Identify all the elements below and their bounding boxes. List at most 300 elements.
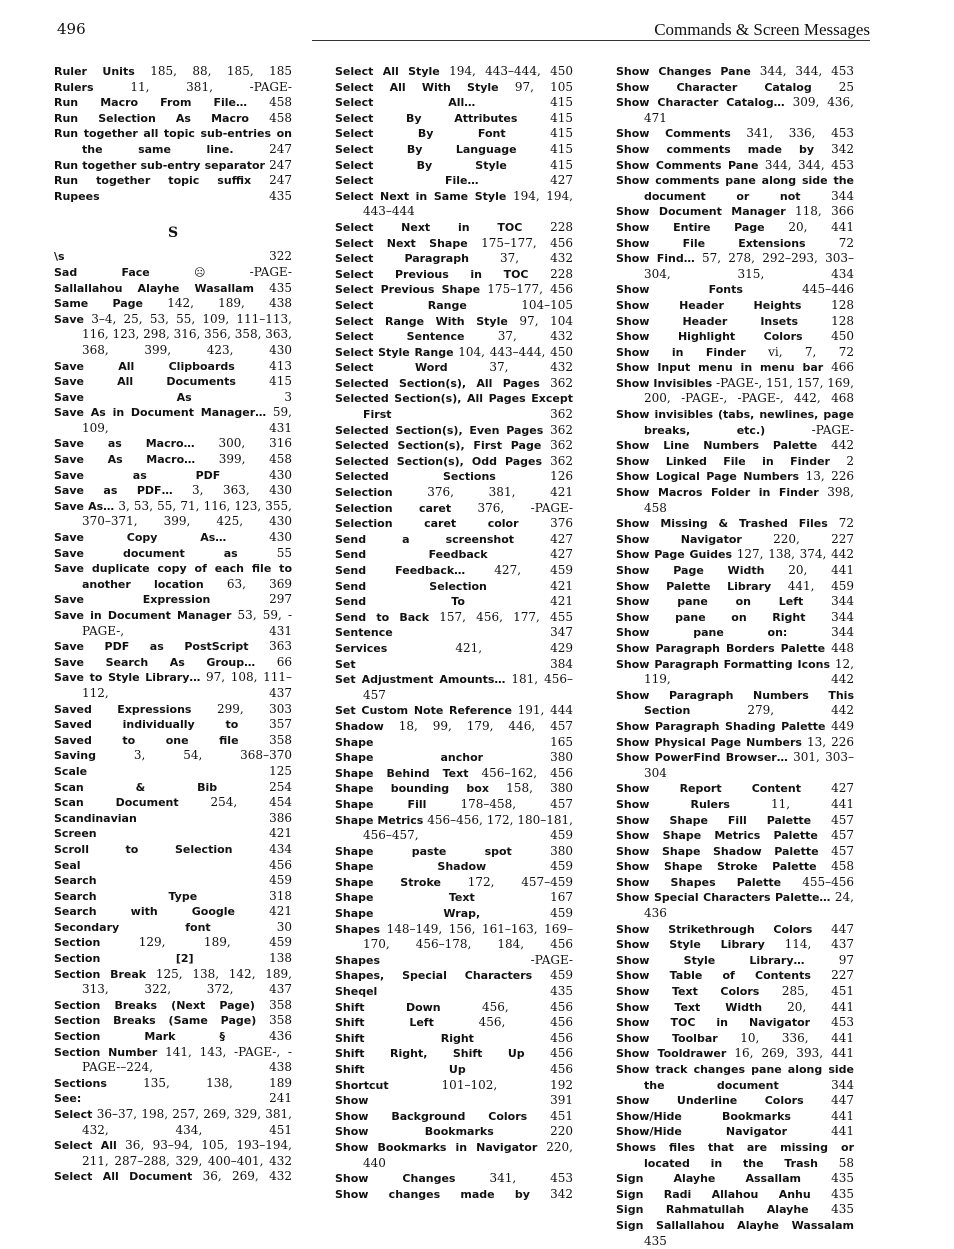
page-references: 466 [831,360,854,375]
index-entry [335,968,573,984]
page-references: 413 [269,358,292,373]
index-entry [616,1171,854,1187]
index-entry [335,766,573,782]
page-references: 427, 459 [494,563,573,577]
page-references: 37, 432 [499,251,573,266]
page-references: 435 [269,280,292,295]
index-entry [54,967,292,998]
page-references: 55 [276,545,292,560]
page-references: 391 [550,1093,573,1108]
page-references: 376, -PAGE- [477,500,573,515]
page-header [57,18,870,40]
index-term: Rupees [54,189,100,203]
page-references: 421, 429 [455,640,573,655]
index-entry [335,360,573,376]
index-term: Show pane on Right [616,610,806,624]
index-term: Sign Radi Allahou Anhu [616,1187,811,1201]
page-references: 11, 381, -PAGE- [130,79,292,94]
index-column-1 [54,64,292,1185]
index-term: Select All [54,1139,117,1153]
index-term: Show Background Colors [335,1109,528,1123]
index-entry [335,438,573,454]
index-term: Scan Document [54,796,179,810]
page-references: 118, 366 [795,204,854,219]
index-term: Section Number [54,1045,158,1059]
index-term: Set Custom Note Reference [335,704,512,718]
page-references: 181, 456–457 [363,672,573,702]
index-term: Save As [54,390,192,404]
index-term: Selected Section(s), First Page [335,439,542,453]
index-entry [335,641,573,657]
index-entry [54,158,292,174]
page-references: 97, 108, 111–112, 437 [82,670,292,700]
index-term: Selected Section(s), Even Pages [335,423,544,437]
page-references: 322 [269,249,292,264]
index-entry [54,1029,292,1045]
index-term: Save as Macro… [54,437,195,451]
index-entry [335,298,573,314]
index-term: Shape Fill [335,797,427,811]
page-references: 427 [550,531,573,546]
index-entry [616,828,854,844]
index-term: Show Text Colors [616,985,760,999]
index-entry [616,579,854,595]
page-references: 347 [550,625,573,640]
index-term: Set [335,657,356,671]
page-references: 456–456, 172, 180–181, 456–457, 459 [363,812,573,843]
index-entry [335,80,573,96]
index-entry [335,750,573,766]
index-entry [616,329,854,345]
index-term: Sections [54,1076,107,1090]
page-references: -PAGE- [249,264,292,279]
page-references: 459 [269,873,292,888]
index-entry [335,391,573,422]
page-references: 3–4, 25, 53, 55, 109, 111–113, 116, 123, 298, 316, 356, 358, 363, 368, 399, 423, 430 [82,311,292,357]
section-letter-heading: S [167,225,179,242]
index-term: Scandinavian [54,811,137,825]
page-references: 165 [550,734,573,749]
index-term: Shape Metrics [335,813,424,827]
page-references: 415 [269,374,292,389]
index-term: Shortcut [335,1078,389,1092]
page-references: 445–446 [802,282,854,297]
index-term: Show Style Library… [616,953,805,967]
page-references: 167 [550,890,573,905]
page-references: 344 [831,609,854,624]
index-term: Shape anchor [335,751,484,765]
index-entry [54,826,292,842]
index-entry [335,64,573,80]
index-term: Saved Expressions [54,702,192,716]
index-term: Shape Stroke [335,875,441,889]
index-entry [335,1093,573,1109]
page-references: 57, 278, 292–293, 303–304, 315, 434 [644,251,854,281]
index-entry [616,220,854,236]
index-entry [335,1015,573,1031]
index-term: Select File… [335,174,479,188]
page-references: 358 [269,997,292,1012]
index-entry [335,703,573,719]
page-references: 148–149, 156, 161–163, 169–170, 456–178, 184, 456 [363,921,573,952]
index-term: Show/Hide Navigator [616,1125,787,1139]
index-entry [335,267,573,283]
index-term: Show Navigator [616,532,742,546]
index-term: Show Missing & Trashed Files [616,517,828,531]
index-term: Show Linked File in Finder [616,454,830,468]
page-references: 415 [550,110,573,125]
index-entry [54,452,292,468]
page-references: 453 [831,1015,854,1030]
index-entry [54,702,292,718]
index-entry [335,501,573,517]
page-references: 10, 336, 441 [740,1030,854,1045]
index-term: Run together all topic sub-entries on the same line. [54,127,292,156]
index-term: Run Macro From File… [54,96,248,110]
index-term: Ruler Units [54,65,135,78]
index-entry [54,561,292,592]
page-references: 135, 138, 189 [143,1075,292,1090]
page-references: 175–177, 456 [481,235,573,250]
index-entry [335,485,573,501]
index-entry [335,547,573,563]
index-entry [335,1000,573,1016]
page-references: 158, 380 [506,781,574,796]
page-references: 53, 59, -PAGE-, 431 [82,608,292,638]
page-references: 455–456 [802,874,854,889]
index-entry [616,1218,854,1249]
index-term: Select Next Shape [335,236,468,250]
index-entry [54,639,292,655]
index-entry [616,64,854,80]
page-references: 178–458, 457 [460,796,573,811]
index-entry [616,1124,854,1140]
index-entry [616,173,854,204]
page-references: 457 [831,843,854,858]
index-term: Show invisibles (tabs, newlines, page breaks, etc.) [616,408,854,437]
index-term: Shows files that are missing or located in the Trash [616,1140,854,1170]
page-references: -PAGE- [811,422,854,437]
index-term: Select Sentence [335,330,465,344]
index-term: Shapes [335,953,381,967]
index-term: Section [2] [54,952,194,966]
page-references: 415 [550,141,573,156]
page-references: 97 [838,952,854,967]
index-entry [54,374,292,390]
index-term: Section Breaks (Next Page) [54,998,255,1012]
page-references: 13, 226 [807,734,854,749]
index-entry [335,657,573,673]
index-term: Save as PDF… [54,484,173,498]
index-entry [335,345,573,361]
index-term: Select Previous in TOC [335,267,529,281]
index-term: Select By Style [335,158,507,172]
index-term: Saving [54,749,96,763]
index-term: Save All Clipboards [54,359,235,373]
index-term: Show Comments [616,127,731,141]
index-entry [335,672,573,703]
index-entry [54,249,292,265]
index-entry [54,483,292,499]
index-entry [616,797,854,813]
index-term: Show Character Catalog [616,80,812,94]
index-entry [335,781,573,797]
page-references: 13, 226 [805,469,854,484]
page-references: 427 [550,173,573,188]
page-references: 451 [550,1108,573,1123]
index-term: Select By Attributes [335,111,518,125]
index-entry [616,735,854,751]
page-references: 59, 109, 431 [82,405,292,435]
index-term: Show track changes pane along side the document [616,1063,854,1092]
page-references: 20, 441 [788,219,854,234]
index-entry [616,95,854,126]
index-entry [54,733,292,749]
page-references: 299, 303 [216,701,292,716]
index-entry [54,811,292,827]
index-entry [616,376,854,407]
page-references: 126 [550,469,573,484]
index-term: Scan & Bib [54,780,218,794]
index-term: Show/Hide Bookmarks [616,1109,791,1123]
page-references: 362 [550,375,573,390]
page-references: 456, 456 [478,1015,573,1030]
index-entry [54,1138,292,1169]
index-term: Show Special Characters Palette… [616,891,831,905]
page-references: 247 [269,141,292,156]
index-term: Shift Left [335,1016,434,1030]
index-entry [616,844,854,860]
page-references: 128 [831,313,854,328]
index-term: Same Page [54,297,144,311]
page-references: 344, 344, 453 [759,64,854,78]
index-term: Select All With Style [335,80,499,94]
index-entry [54,265,292,281]
index-term: Saved to one file [54,733,239,747]
index-entry [54,530,292,546]
page-references: 459 [550,859,573,874]
index-entry [335,111,573,127]
index-term: Send a screenshot [335,532,515,546]
index-term: Save As Macro… [54,453,196,467]
index-term: Scale [54,764,88,778]
index-entry [616,719,854,735]
index-term: Show Logical Page Numbers [616,470,800,484]
page-references: 129, 189, 459 [138,935,292,950]
page-references: 341, 336, 453 [746,126,854,141]
index-term: Selection caret color [335,517,519,531]
index-entry [54,499,292,530]
index-entry [616,516,854,532]
index-entry [616,1109,854,1125]
index-entry [616,142,854,158]
index-entry [335,1031,573,1047]
page-references: 279, 442 [747,703,854,718]
index-entry [54,935,292,951]
index-entry [54,281,292,297]
index-term: Show Find… [616,252,695,266]
page-references: 220, 227 [773,531,854,546]
index-entry [616,1093,854,1109]
index-entry [616,236,854,252]
index-term: Shift Right, Shift Up [335,1047,525,1061]
index-term: Screen [54,827,97,841]
index-entry [616,688,854,719]
page-references: 435 [644,1233,667,1248]
index-term: Show Text Width [616,1000,763,1014]
index-term: Show Paragraph Shading Palette [616,719,826,733]
page-references: 175–177, 456 [487,282,573,297]
index-term: Show Page Guides [616,548,732,562]
index-term: Shape paste spot [335,844,512,858]
page-references: 228 [550,219,573,234]
page-references: 363 [269,639,292,654]
page-references: 386 [269,810,292,825]
index-entry [335,922,573,953]
index-term: Services [335,641,388,655]
index-term: Save document as [54,546,238,560]
page-references: 447 [831,1093,854,1108]
index-term: Shift Down [335,1000,441,1014]
page-references: 459 [550,906,573,921]
index-entry [335,376,573,392]
page-references: 376, 381, 421 [427,485,573,500]
page-references: 3, 363, 430 [192,483,293,498]
index-entry [54,920,292,936]
index-term: Sign Rahmatullah Alayhe [616,1203,809,1217]
page-references: 457 [831,828,854,843]
page-references: 421 [269,826,292,841]
page-references: 344, 344, 453 [764,157,854,172]
page-references: vi, 7, 72 [768,344,854,359]
index-entry [54,126,292,157]
index-term: Run together sub-entry separator [54,158,265,172]
index-entry [54,1076,292,1092]
index-term: Show Shape Shadow Palette [616,844,819,858]
index-entry [335,579,573,595]
page-references: 247 [269,173,292,188]
page-references: 24, 436 [644,890,854,921]
index-entry [54,655,292,671]
index-entry [335,236,573,252]
index-entry [54,795,292,811]
index-term: Seal [54,858,81,872]
index-term: Save as PDF [54,468,221,482]
index-term: Save All Documents [54,375,236,389]
index-entry [335,532,573,548]
index-term: Search [54,874,97,888]
index-entry [616,937,854,953]
page-references: 300, 316 [218,436,292,451]
index-entry [335,1140,573,1171]
page-references: 450 [831,329,854,344]
page-references: 66 [276,654,292,669]
index-entry [335,953,573,969]
page-references: 157, 456, 177, 455 [439,609,573,624]
index-term: Select Paragraph [335,252,469,266]
index-entry [54,764,292,780]
index-entry [54,904,292,920]
index-entry [335,516,573,532]
index-term: Show Tooldrawer [616,1047,727,1061]
page-references: 430 [269,467,292,482]
page-references: 36–37, 198, 257, 269, 329, 381, 432, 434, 451 [82,1107,292,1137]
index-term: Show Invisibles [616,376,713,390]
page-references: 128 [831,297,854,312]
index-term: Save duplicate copy of each file to another location [54,562,292,591]
page-references: 220 [550,1124,573,1139]
index-entry [335,220,573,236]
page-references: 3, 53, 55, 71, 116, 123, 355, 370–371, 399, 425, 430 [82,498,292,529]
index-term: Show Bookmarks [335,1125,494,1139]
index-entry [335,158,573,174]
index-entry [335,719,573,735]
page-references: 398, 458 [644,485,854,515]
page-references: 415 [550,126,573,141]
index-term: Rulers [54,80,94,94]
index-term: Show pane on Left [616,595,804,609]
index-entry [335,797,573,813]
index-entry [54,1091,292,1107]
index-term: Send To [335,595,465,609]
index-entry [335,1171,573,1187]
page-references: 441 [831,1108,854,1123]
index-term: Show Toolbar [616,1031,718,1045]
page-references: 185, 88, 185, 185 [150,64,292,78]
index-term: Select All Document [54,1170,193,1184]
index-term: Save As… [54,499,115,513]
index-term: Shift Up [335,1063,466,1076]
index-entry [616,813,854,829]
index-term: Save Copy As… [54,531,227,545]
index-term: Select [54,1108,93,1121]
page-references: 285, 451 [781,984,854,999]
index-entry [335,189,573,220]
page-references: 342 [550,1186,573,1201]
index-entry [616,859,854,875]
page-references: 254 [269,779,292,794]
index-entry [335,859,573,875]
index-term: Send Feedback [335,548,488,562]
page-references: -PAGE-, 151, 157, 169, 200, -PAGE-, -PAGE-, 442, 468 [644,375,854,406]
page-references: 104, 443–444, 450 [458,344,573,359]
page-references: 18, 99, 179, 446, 457 [398,718,573,733]
index-entry [335,735,573,751]
index-term: Sallallahou Alayhe Wasallam [54,281,255,295]
index-entry [335,1187,573,1203]
index-entry [616,314,854,330]
index-entry [616,345,854,361]
page-references: 415 [550,157,573,172]
index-term: Show Underline Colors [616,1094,804,1108]
index-entry [54,111,292,127]
index-term: Save Expression [54,593,211,607]
index-entry [335,890,573,906]
index-entry [616,251,854,282]
page-references: 341, 453 [489,1171,573,1186]
index-entry [616,953,854,969]
index-entry [54,1045,292,1076]
index-term: Show Strikethrough Colors [616,922,813,936]
index-entry [54,436,292,452]
index-term: Show Input menu in menu bar [616,361,824,375]
index-entry [616,1031,854,1047]
index-term: Show Bookmarks in Navigator [335,1140,538,1154]
index-entry [335,454,573,470]
page-references: 447 [831,921,854,936]
page-references: 127, 138, 374, 442 [736,547,854,562]
page-references: 442 [831,438,854,453]
